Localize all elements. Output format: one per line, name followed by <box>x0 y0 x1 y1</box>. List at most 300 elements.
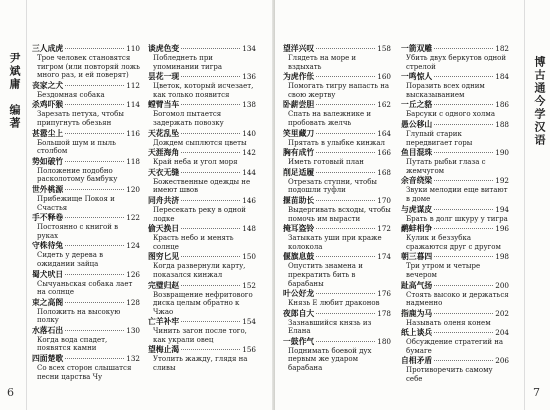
dot-leader <box>316 172 375 173</box>
idiom-entry <box>148 44 256 71</box>
idiom-russian-translation: Князь Е любит драконов <box>288 299 380 308</box>
dot-leader <box>434 209 493 210</box>
idiom-russian-translation: Брать в долг шкуру у тигра <box>406 214 508 223</box>
entry-headline <box>148 317 256 327</box>
idiom-page-number: 166 <box>377 148 391 158</box>
idiom-entry <box>148 148 256 167</box>
entry-headline <box>283 148 391 158</box>
idiom-russian-translation: Барсуки с одного холма <box>406 110 495 119</box>
idiom-russian-translation: Поразить всех одним высказыванием <box>406 82 485 99</box>
idiom-entry <box>283 168 391 195</box>
entry-headline <box>401 224 509 234</box>
entry-headline <box>148 281 256 291</box>
idiom-page-number: 204 <box>495 328 509 338</box>
entry-headline <box>32 129 140 139</box>
dot-leader <box>65 302 124 303</box>
idiom-page-number: 118 <box>126 156 140 166</box>
idiom-entry <box>283 309 391 336</box>
entry-headline <box>32 241 140 251</box>
dot-leader <box>181 228 240 229</box>
idiom-chinese: 自相矛盾 <box>401 356 433 366</box>
idiom-entry <box>283 196 391 223</box>
dot-leader <box>181 76 240 77</box>
idiom-entry <box>283 148 391 167</box>
idiom-chinese: 丧家之犬 <box>32 80 64 90</box>
idiom-entry <box>401 72 509 99</box>
entry-headline <box>401 120 509 130</box>
right-page <box>275 0 550 410</box>
entry-headline <box>32 213 140 223</box>
entry-headline <box>401 356 509 366</box>
dot-leader <box>65 330 124 331</box>
idiom-page-number: 124 <box>126 241 140 251</box>
dot-leader <box>316 133 375 134</box>
idiom-russian-translation: Кулик и беззубка сражаются друг с другом <box>406 234 501 251</box>
idiom-page-number: 198 <box>495 252 509 262</box>
idiom-russian-translation: Называть оленя конем <box>406 318 491 327</box>
dot-leader <box>316 341 375 342</box>
dot-leader <box>316 76 375 77</box>
idiom-russian-translation: Затыкать уши при краже колокола <box>288 234 382 251</box>
entry-headline <box>283 309 391 319</box>
idiom-chinese: 望洋兴叹 <box>283 44 315 53</box>
idiom-chinese: 揠苗助长 <box>283 195 315 205</box>
dot-leader <box>316 200 375 201</box>
idiom-chinese: 天花乱坠 <box>148 128 180 138</box>
dot-leader <box>65 189 124 190</box>
dot-leader <box>434 313 493 314</box>
entry-headline <box>148 100 256 110</box>
entry-headline <box>401 281 509 291</box>
idiom-chinese: 指鹿为马 <box>401 308 433 318</box>
idiom-chinese: 同舟共济 <box>148 195 180 205</box>
idiom-page-number: 184 <box>495 72 509 82</box>
book-title-vertical-text: 博古通今学汉语 <box>533 56 546 147</box>
author-vertical-text: 尹斌庸 编著 <box>8 52 21 130</box>
dot-leader <box>65 104 124 105</box>
idiom-page-number: 130 <box>126 325 140 335</box>
idiom-russian-translation: Помогать тигру напасть на свою жертву <box>288 82 390 99</box>
dot-leader <box>434 48 493 49</box>
idiom-entry <box>148 281 256 317</box>
idiom-entry <box>32 44 140 80</box>
idiom-chinese: 束之高阁 <box>32 297 64 307</box>
idiom-page-number: 200 <box>495 280 509 290</box>
entry-headline <box>148 224 256 234</box>
idiom-entry <box>401 44 509 71</box>
idiom-entry <box>283 72 391 99</box>
idiom-page-number: 190 <box>495 148 509 158</box>
entry-headline <box>283 289 391 299</box>
entry-headline <box>401 309 509 319</box>
entry-headline <box>283 72 391 82</box>
idiom-russian-translation: Трое человек становятся тигром (или повторяй ложь много раз, и ей поверят) <box>37 54 140 80</box>
idiom-russian-translation: Обсуждение стратегий на бумаге <box>406 338 504 355</box>
idiom-russian-translation: Край неба и угол моря <box>153 158 238 167</box>
idiom-entry <box>401 252 509 279</box>
idiom-chinese: 削足适履 <box>283 167 315 177</box>
idiom-page-number: 180 <box>377 336 391 346</box>
dot-leader <box>181 321 240 322</box>
idiom-page-number: 146 <box>242 195 256 205</box>
idiom-russian-translation: Цветок, который исчезает, как только появится <box>153 82 254 99</box>
idiom-entry <box>148 129 256 148</box>
entry-headline <box>401 44 509 54</box>
idiom-chinese: 一鼓作气 <box>283 336 315 346</box>
idiom-entry <box>401 120 509 147</box>
dot-leader <box>181 256 240 257</box>
idiom-chinese: 偃旗息鼓 <box>283 252 315 262</box>
entry-headline <box>283 196 391 206</box>
dot-leader <box>434 180 493 181</box>
left-page-number: 6 <box>7 386 14 399</box>
idiom-entry <box>148 100 256 127</box>
idiom-russian-translation: Зарезать петуха, чтобы припугнуть обезьян <box>37 110 124 127</box>
idiom-entry <box>148 168 256 195</box>
idiom-entry <box>401 281 509 308</box>
idiom-entry <box>148 196 256 223</box>
entry-headline <box>148 196 256 206</box>
dot-leader <box>65 217 124 218</box>
dot-leader <box>65 274 124 275</box>
idiom-page-number: 138 <box>242 100 256 110</box>
idiom-entry <box>283 224 391 251</box>
dot-leader <box>181 133 240 134</box>
dot-leader <box>316 313 375 314</box>
idiom-russian-translation: Положить на высокую полку <box>37 307 121 325</box>
idiom-entry <box>283 289 391 308</box>
entry-headline <box>32 81 140 91</box>
entry-headline <box>32 298 140 308</box>
entry-headline <box>148 168 256 178</box>
idiom-entry <box>32 185 140 212</box>
dot-leader <box>434 332 493 333</box>
entry-headline <box>148 148 256 158</box>
entry-headline <box>283 129 391 139</box>
idiom-page-number: 176 <box>377 289 391 299</box>
idiom-chinese: 四面楚歌 <box>32 354 64 364</box>
idiom-page-number: 164 <box>377 128 391 138</box>
dot-leader <box>65 161 124 162</box>
idiom-page-number: 192 <box>495 176 509 186</box>
idiom-page-number: 120 <box>126 184 140 194</box>
entry-headline <box>401 252 509 262</box>
idiom-entry <box>32 213 140 240</box>
idiom-page-number: 174 <box>377 252 391 262</box>
idiom-russian-translation: Когда вода спадет, появятся камни <box>37 335 108 353</box>
left-column-1 <box>32 44 140 382</box>
idiom-russian-translation: Со всех сторон слышатся песни царства Чу <box>37 364 132 381</box>
idiom-chinese: 笑里藏刀 <box>283 128 315 138</box>
entry-headline <box>283 224 391 234</box>
dot-leader <box>181 172 240 173</box>
dot-leader <box>65 133 124 134</box>
idiom-page-number: 136 <box>242 72 256 82</box>
right-column-2 <box>401 44 509 385</box>
idiom-page-number: 122 <box>126 213 140 223</box>
idiom-entry <box>401 100 509 119</box>
idiom-chinese: 夜郎自大 <box>283 308 315 318</box>
idiom-entry <box>283 129 391 148</box>
idiom-entry <box>401 224 509 251</box>
entry-headline <box>401 100 509 110</box>
idiom-page-number: 170 <box>377 195 391 205</box>
dot-leader <box>316 228 375 229</box>
idiom-entry <box>32 241 140 268</box>
right-page-number: 7 <box>533 386 540 399</box>
idiom-russian-translation: Прибежище Покоя и Счастья <box>37 194 115 212</box>
entry-headline <box>401 328 509 338</box>
entry-headline <box>32 44 140 54</box>
idiom-chinese: 势如破竹 <box>32 156 64 166</box>
idiom-page-number: 148 <box>242 224 256 234</box>
dot-leader <box>316 152 375 153</box>
idiom-entry <box>32 298 140 325</box>
idiom-entry <box>283 252 391 288</box>
idiom-chinese: 鱼目混珠 <box>401 148 433 158</box>
idiom-chinese: 朝三暮四 <box>401 252 433 262</box>
entry-headline <box>283 337 391 347</box>
idiom-russian-translation: Стоять высоко и держаться надменно <box>406 290 509 308</box>
idiom-page-number: 182 <box>495 44 509 53</box>
idiom-russian-translation: Большой шум и пыль столбом <box>37 138 116 156</box>
idiom-entry <box>32 326 140 353</box>
idiom-page-number: 128 <box>126 297 140 307</box>
idiom-page-number: 178 <box>377 308 391 318</box>
idiom-chinese: 水落石出 <box>32 325 64 335</box>
dot-leader <box>181 152 240 153</box>
idiom-chinese: 蜀犬吠日 <box>32 269 64 279</box>
idiom-entry <box>401 176 509 203</box>
idiom-chinese: 偷天换日 <box>148 224 180 234</box>
idiom-entry <box>283 337 391 373</box>
idiom-russian-translation: Пересекать реку в одной лодке <box>153 205 246 223</box>
idiom-russian-translation: Богомол пытается задержать повозку <box>153 110 224 127</box>
idiom-russian-translation: Дождем сыплются цветы <box>153 138 247 147</box>
idiom-page-number: 158 <box>377 44 391 53</box>
dot-leader <box>316 256 375 257</box>
right-column-1 <box>283 44 391 374</box>
entry-headline <box>283 168 391 178</box>
left-sideband <box>0 0 27 410</box>
dot-leader <box>434 152 493 153</box>
idiom-chinese: 天衣无缝 <box>148 167 180 177</box>
idiom-chinese: 守株待兔 <box>32 241 64 251</box>
dot-leader <box>434 228 493 229</box>
idiom-russian-translation: Путать рыбьи глаза с жемчугом <box>406 158 486 175</box>
idiom-page-number: 134 <box>242 44 256 53</box>
entry-headline <box>32 157 140 167</box>
idiom-page-number: 110 <box>126 44 140 53</box>
entry-headline <box>148 129 256 139</box>
entry-headline <box>401 148 509 158</box>
entry-headline <box>148 44 256 54</box>
left-column-2 <box>148 44 256 374</box>
idiom-russian-translation: Положение подобно расколотому бамбуку <box>37 166 118 184</box>
dot-leader <box>65 48 124 49</box>
idiom-chinese: 一丘之貉 <box>401 100 433 110</box>
idiom-chinese: 世外桃源 <box>32 184 64 194</box>
idiom-russian-translation: Прятать в улыбке кинжал <box>288 138 385 147</box>
idiom-page-number: 196 <box>495 224 509 234</box>
idiom-page-number: 168 <box>377 167 391 177</box>
idiom-page-number: 114 <box>126 100 140 110</box>
idiom-page-number: 144 <box>242 167 256 177</box>
idiom-page-number: 140 <box>242 128 256 138</box>
idiom-chinese: 为虎作伥 <box>283 72 315 82</box>
idiom-chinese: 鹬蚌相争 <box>401 224 433 234</box>
idiom-chinese: 一鸣惊人 <box>401 72 433 82</box>
idiom-chinese: 三人成虎 <box>32 44 64 53</box>
idiom-chinese: 掩耳盗铃 <box>283 224 315 234</box>
idiom-russian-translation: Бездомная собака <box>37 90 105 99</box>
idiom-entry <box>32 157 140 184</box>
entry-headline <box>148 252 256 262</box>
idiom-page-number: 126 <box>126 269 140 279</box>
idiom-chinese: 昙花一现 <box>148 72 180 82</box>
idiom-page-number: 160 <box>377 72 391 82</box>
idiom-russian-translation: Три утром и четыре вечером <box>406 262 481 279</box>
idiom-page-number: 186 <box>495 100 509 110</box>
idiom-entry <box>283 44 391 71</box>
idiom-russian-translation: Звуки мелодии еще витают в доме <box>406 186 508 203</box>
idiom-entry <box>401 309 509 328</box>
idiom-russian-translation: Божественные одежды не имеют швов <box>153 177 251 195</box>
idiom-chinese: 天涯海角 <box>148 148 180 158</box>
idiom-russian-translation: Отрезать ступни, чтобы подошли туфли <box>288 177 377 195</box>
dot-leader <box>181 200 240 201</box>
idiom-russian-translation: Спать на валежнике и пробовать желчь <box>288 110 372 127</box>
idiom-chinese: 余音绕梁 <box>401 176 433 186</box>
entry-headline <box>283 44 391 54</box>
idiom-russian-translation: Возвращение нефритового диска целым обратно к Чжао <box>153 290 253 316</box>
idiom-chinese: 趾高气扬 <box>401 280 433 290</box>
dot-leader <box>65 245 124 246</box>
dot-leader <box>316 48 375 49</box>
idiom-page-number: 132 <box>126 354 140 364</box>
idiom-chinese: 图穷匕见 <box>148 252 180 262</box>
entry-headline <box>32 354 140 364</box>
idiom-russian-translation: Чинить загон после того, как украли овец <box>153 327 247 344</box>
dot-leader <box>181 104 240 105</box>
idiom-entry <box>148 345 256 372</box>
idiom-russian-translation: Постоянно с книгой в руках <box>37 223 119 240</box>
idiom-russian-translation: Сидеть у дерева в ожидании зайца <box>37 251 104 268</box>
entry-headline <box>401 176 509 186</box>
dot-leader <box>434 285 493 286</box>
entry-headline <box>148 72 256 82</box>
idiom-chinese: 一箭双雕 <box>401 44 433 53</box>
dot-leader <box>434 360 493 361</box>
entry-headline <box>401 72 509 82</box>
idiom-entry <box>32 354 140 381</box>
idiom-russian-translation: Убить двух беркутов одной стрелой <box>406 54 507 71</box>
idiom-russian-translation: Красть небо и менять солнце <box>153 234 234 251</box>
idiom-page-number: 152 <box>242 280 256 290</box>
idiom-entry <box>401 328 509 355</box>
idiom-entry <box>32 100 140 127</box>
entry-headline <box>32 326 140 336</box>
dot-leader <box>316 104 375 105</box>
idiom-chinese: 亡羊补牢 <box>148 317 180 327</box>
idiom-entry <box>32 270 140 297</box>
idiom-chinese: 杀鸡吓猴 <box>32 100 64 110</box>
idiom-entry <box>401 148 509 175</box>
idiom-russian-translation: Противоречить самому себе <box>406 366 493 384</box>
dot-leader <box>65 85 124 86</box>
idiom-russian-translation: Выдергивать всходы, чтобы помочь им вырасти <box>288 205 391 223</box>
idiom-page-number: 202 <box>495 308 509 318</box>
entry-headline <box>148 345 256 355</box>
entry-headline <box>401 205 509 215</box>
idiom-entry <box>32 129 140 156</box>
idiom-entry <box>148 224 256 251</box>
idiom-page-number: 154 <box>242 317 256 327</box>
idiom-russian-translation: Когда развернули карту, показался кинжал <box>153 262 246 279</box>
idiom-page-number: 172 <box>377 224 391 234</box>
dot-leader <box>434 76 493 77</box>
idiom-page-number: 188 <box>495 119 509 129</box>
dot-leader <box>181 285 240 286</box>
idiom-russian-translation: Иметь готовый план <box>288 158 364 167</box>
idiom-entry <box>32 81 140 100</box>
idiom-entry <box>148 72 256 99</box>
dot-leader <box>65 358 124 359</box>
dot-leader <box>434 256 493 257</box>
idiom-russian-translation: Поднимать боевой дух первым же ударом барабана <box>288 346 372 373</box>
idiom-chinese: 胸有成竹 <box>283 148 315 158</box>
idiom-russian-translation: Зазнавшийся князь из Елана <box>288 318 372 336</box>
idiom-entry <box>401 356 509 383</box>
dot-leader <box>316 293 375 294</box>
entry-headline <box>283 100 391 110</box>
idiom-chinese: 与虎谋皮 <box>401 204 433 214</box>
idiom-entry <box>401 205 509 224</box>
dot-leader <box>434 104 493 105</box>
idiom-chinese: 卧薪尝胆 <box>283 100 315 110</box>
idiom-entry <box>148 317 256 344</box>
entry-headline <box>32 100 140 110</box>
dot-leader <box>181 349 240 350</box>
right-sideband <box>524 0 550 410</box>
entry-headline <box>32 270 140 280</box>
entry-headline <box>283 252 391 262</box>
idiom-chinese: 叶公好龙 <box>283 289 315 299</box>
idiom-entry <box>283 100 391 127</box>
idiom-russian-translation: Сычуаньская собака лает на солнце <box>37 279 133 297</box>
entry-headline <box>32 185 140 195</box>
idiom-russian-translation: Побледнеть при упоминании тигра <box>153 54 223 71</box>
idiom-chinese: 愚公移山 <box>401 119 433 129</box>
idiom-chinese: 望梅止渴 <box>148 345 180 355</box>
idiom-page-number: 116 <box>126 128 140 138</box>
dot-leader <box>181 48 240 49</box>
idiom-chinese: 甚嚣尘上 <box>32 128 64 138</box>
idiom-page-number: 156 <box>242 345 256 355</box>
idiom-chinese: 纸上谈兵 <box>401 328 433 338</box>
idiom-entry <box>148 252 256 279</box>
idiom-russian-translation: Утолить жажду, глядя на сливы <box>153 355 248 373</box>
idiom-page-number: 112 <box>126 80 140 90</box>
idiom-page-number: 142 <box>242 148 256 158</box>
idiom-russian-translation: Опустить знамена и прекратить бить в барабаны <box>288 262 363 288</box>
idiom-chinese: 螳臂当车 <box>148 100 180 110</box>
idiom-page-number: 206 <box>495 356 509 366</box>
idiom-chinese: 完璧归赵 <box>148 280 180 290</box>
idiom-page-number: 162 <box>377 100 391 110</box>
idiom-russian-translation: Глядеть на море и вздыхать <box>288 54 357 71</box>
idiom-page-number: 194 <box>495 204 509 214</box>
